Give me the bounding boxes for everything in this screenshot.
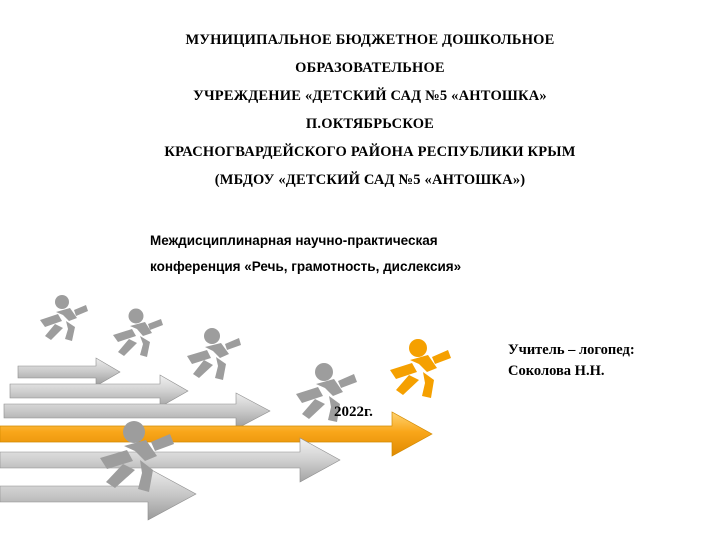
arrow-shape-5 xyxy=(0,468,196,520)
arrow-shape-1 xyxy=(18,358,120,386)
organization-title-line-5: КРАСНОГВАРДЕЙСКОГО РАЙОНА РЕСПУБЛИКИ КРЫМ xyxy=(164,144,576,160)
year-label: 2022г. xyxy=(334,404,373,420)
conference-subtitle xyxy=(150,228,590,280)
runner-figure-orange xyxy=(390,339,451,398)
runner-figure-3 xyxy=(187,328,241,380)
conference-subtitle-line-2: конференция «Речь, грамотность, дислексия» xyxy=(150,259,462,274)
conference-subtitle-line-1: Междисциплинарная научно-практическая xyxy=(150,233,438,248)
organization-title xyxy=(120,26,620,194)
author-name: Соколова Н.Н. xyxy=(508,363,605,379)
organization-title-line-6: (МБДОУ «ДЕТСКИЙ САД №5 «АНТОШКА») xyxy=(214,172,526,188)
author-role: Учитель – логопед: xyxy=(508,342,635,358)
runners-arrows-illustration xyxy=(0,280,560,540)
runner-figure-2 xyxy=(113,309,163,358)
organization-title-line-3: УЧРЕЖДЕНИЕ «ДЕТСКИЙ САД №5 «АНТОШКА» xyxy=(193,88,547,104)
runner-figure-1 xyxy=(40,295,88,341)
organization-title-line-4: П.ОКТЯБРЬСКОЕ xyxy=(305,116,435,132)
organization-title-line-1: МУНИЦИПАЛЬНОЕ БЮДЖЕТНОЕ ДОШКОЛЬНОЕ xyxy=(185,32,555,48)
organization-title-line-2: ОБРАЗОВАТЕЛЬНОЕ xyxy=(295,60,445,76)
